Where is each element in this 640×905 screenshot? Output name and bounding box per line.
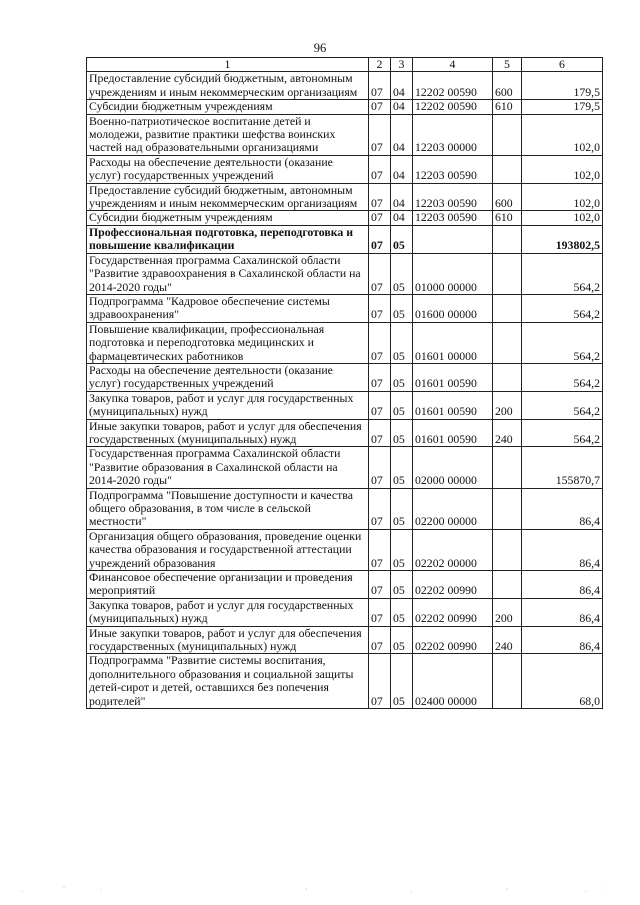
amount: 564,2 <box>522 391 603 419</box>
target-article-code: 01601 00590 <box>413 391 493 419</box>
amount: 86,4 <box>522 598 603 626</box>
item-name: Предоставление субсидий бюджетным, автономным учреждениям и иным некоммерческим организациям <box>87 72 369 100</box>
subsection-code: 05 <box>391 294 413 322</box>
table-row <box>87 253 603 294</box>
section-code: 07 <box>369 598 391 626</box>
target-article-code: 12203 00000 <box>413 114 493 155</box>
subsection-code: 04 <box>391 183 413 211</box>
column-header-3: 3 <box>391 58 413 72</box>
amount: 102,0 <box>522 183 603 211</box>
amount: 86,4 <box>522 529 603 570</box>
section-code: 07 <box>369 114 391 155</box>
section-code: 07 <box>369 419 391 447</box>
subsection-code: 05 <box>391 654 413 709</box>
target-article-code: 12203 00590 <box>413 155 493 183</box>
section-code: 07 <box>369 654 391 709</box>
target-article-code: 02202 00990 <box>413 626 493 654</box>
table-row <box>87 114 603 155</box>
item-name: Повышение квалификации, профессиональная подготовка и переподготовка медицинских и фармацевтических работников <box>87 322 369 363</box>
subsection-code: 05 <box>391 571 413 599</box>
section-code: 07 <box>369 155 391 183</box>
item-name: Расходы на обеспечение деятельности (оказание услуг) государственных учреждений <box>87 155 369 183</box>
section-code: 07 <box>369 322 391 363</box>
expense-type-code: 600 <box>493 183 522 211</box>
subsection-code: 04 <box>391 72 413 100</box>
expense-type-code <box>493 488 522 529</box>
expense-type-code <box>493 294 522 322</box>
amount: 564,2 <box>522 322 603 363</box>
target-article-code: 01601 00590 <box>413 419 493 447</box>
target-article-code: 12203 00590 <box>413 183 493 211</box>
subsection-code: 05 <box>391 626 413 654</box>
table-row <box>87 598 603 626</box>
expense-type-code <box>493 529 522 570</box>
item-name: Государственная программа Сахалинской области "Развитие образования в Сахалинской области на 2014-2020 годы" <box>87 447 369 488</box>
table-row <box>87 211 603 225</box>
target-article-code: 12203 00590 <box>413 211 493 225</box>
table-row <box>87 447 603 488</box>
expense-type-code <box>493 253 522 294</box>
subsection-code: 05 <box>391 598 413 626</box>
section-code: 07 <box>369 72 391 100</box>
item-name: Финансовое обеспечение организации и проведения мероприятий <box>87 571 369 599</box>
expense-type-code <box>493 654 522 709</box>
table-row <box>87 488 603 529</box>
amount: 86,4 <box>522 571 603 599</box>
target-article-code: 01601 00000 <box>413 322 493 363</box>
subsection-code: 05 <box>391 391 413 419</box>
item-name: Расходы на обеспечение деятельности (оказание услуг) государственных учреждений <box>87 363 369 391</box>
expense-type-code: 600 <box>493 72 522 100</box>
expense-type-code: 240 <box>493 626 522 654</box>
table-header-row <box>87 58 603 72</box>
target-article-code: 01601 00590 <box>413 363 493 391</box>
expense-type-code: 200 <box>493 391 522 419</box>
table-row <box>87 155 603 183</box>
table-row <box>87 322 603 363</box>
amount: 86,4 <box>522 626 603 654</box>
section-code: 07 <box>369 253 391 294</box>
amount: 193802,5 <box>522 225 603 253</box>
item-name: Закупка товаров, работ и услуг для государственных (муниципальных) нужд <box>87 598 369 626</box>
table-row <box>87 571 603 599</box>
amount: 86,4 <box>522 488 603 529</box>
table-row <box>87 391 603 419</box>
section-code: 07 <box>369 100 391 114</box>
amount: 102,0 <box>522 114 603 155</box>
expense-type-code <box>493 571 522 599</box>
section-code: 07 <box>369 529 391 570</box>
item-name: Организация общего образования, проведение оценки качества образования и государственной аттестации учреждений образования <box>87 529 369 570</box>
expense-type-code: 610 <box>493 211 522 225</box>
table-row <box>87 225 603 253</box>
page-number: 96 <box>313 41 327 55</box>
section-code: 07 <box>369 183 391 211</box>
item-name: Субсидии бюджетным учреждениям <box>87 211 369 225</box>
subsection-code: 04 <box>391 155 413 183</box>
item-name: Военно-патриотическое воспитание детей и молодежи, развитие практики шефства воинских частей над образовательными организациями <box>87 114 369 155</box>
expense-type-code <box>493 114 522 155</box>
section-code: 07 <box>369 571 391 599</box>
item-name: Подпрограмма "Повышение доступности и качества общего образования, в том числе в сельской местности" <box>87 488 369 529</box>
subsection-code: 04 <box>391 100 413 114</box>
item-name: Иные закупки товаров, работ и услуг для обеспечения государственных (муниципальных) нужд <box>87 626 369 654</box>
budget-table-body <box>87 58 603 709</box>
target-article-code: 12202 00590 <box>413 72 493 100</box>
target-article-code: 01600 00000 <box>413 294 493 322</box>
subsection-code: 05 <box>391 488 413 529</box>
item-name: Профессиональная подготовка, переподготовка и повышение квалификации <box>87 225 369 253</box>
section-code: 07 <box>369 447 391 488</box>
item-name: Субсидии бюджетным учреждениям <box>87 100 369 114</box>
section-code: 07 <box>369 488 391 529</box>
item-name: Предоставление субсидий бюджетным, автономным учреждениям и иным некоммерческим организациям <box>87 183 369 211</box>
section-code: 07 <box>369 626 391 654</box>
expense-type-code: 240 <box>493 419 522 447</box>
subsection-code: 04 <box>391 114 413 155</box>
subsection-code: 05 <box>391 225 413 253</box>
table-row <box>87 363 603 391</box>
section-code: 07 <box>369 211 391 225</box>
subsection-code: 05 <box>391 363 413 391</box>
table-row <box>87 294 603 322</box>
section-code: 07 <box>369 391 391 419</box>
column-header-2: 2 <box>369 58 391 72</box>
amount: 564,2 <box>522 363 603 391</box>
table-row <box>87 72 603 100</box>
column-header-4: 4 <box>413 58 493 72</box>
target-article-code: 02202 00000 <box>413 529 493 570</box>
subsection-code: 04 <box>391 211 413 225</box>
target-article-code: 02202 00990 <box>413 571 493 599</box>
amount: 564,2 <box>522 253 603 294</box>
budget-table <box>86 57 603 709</box>
item-name: Подпрограмма "Кадровое обеспечение системы здравоохранения" <box>87 294 369 322</box>
target-article-code: 02000 00000 <box>413 447 493 488</box>
expense-type-code <box>493 363 522 391</box>
scan-noise <box>0 880 640 900</box>
target-article-code <box>413 225 493 253</box>
table-row <box>87 100 603 114</box>
amount: 68,0 <box>522 654 603 709</box>
section-code: 07 <box>369 294 391 322</box>
subsection-code: 05 <box>391 253 413 294</box>
item-name: Закупка товаров, работ и услуг для государственных (муниципальных) нужд <box>87 391 369 419</box>
subsection-code: 05 <box>391 447 413 488</box>
amount: 102,0 <box>522 211 603 225</box>
table-row <box>87 654 603 709</box>
subsection-code: 05 <box>391 529 413 570</box>
column-header-5: 5 <box>493 58 522 72</box>
table-row <box>87 529 603 570</box>
item-name: Подпрограмма "Развитие системы воспитания, дополнительного образования и социальной защиты детей-сирот и детей, оставшихся без попечения родителей" <box>87 654 369 709</box>
target-article-code: 02400 00000 <box>413 654 493 709</box>
target-article-code: 02202 00990 <box>413 598 493 626</box>
amount: 564,2 <box>522 294 603 322</box>
target-article-code: 01000 00000 <box>413 253 493 294</box>
subsection-code: 05 <box>391 322 413 363</box>
table-row <box>87 419 603 447</box>
section-code: 07 <box>369 363 391 391</box>
table-row <box>87 183 603 211</box>
amount: 155870,7 <box>522 447 603 488</box>
amount: 102,0 <box>522 155 603 183</box>
item-name: Иные закупки товаров, работ и услуг для обеспечения государственных (муниципальных) нужд <box>87 419 369 447</box>
target-article-code: 12202 00590 <box>413 100 493 114</box>
expense-type-code <box>493 322 522 363</box>
amount: 179,5 <box>522 100 603 114</box>
expense-type-code <box>493 447 522 488</box>
section-code: 07 <box>369 225 391 253</box>
expense-type-code <box>493 155 522 183</box>
amount: 564,2 <box>522 419 603 447</box>
table-row <box>87 626 603 654</box>
target-article-code: 02200 00000 <box>413 488 493 529</box>
column-header-6: 6 <box>522 58 603 72</box>
expense-type-code: 200 <box>493 598 522 626</box>
subsection-code: 05 <box>391 419 413 447</box>
amount: 179,5 <box>522 72 603 100</box>
expense-type-code: 610 <box>493 100 522 114</box>
item-name: Государственная программа Сахалинской области "Развитие здравоохранения в Сахалинской области на 2014-2020 годы" <box>87 253 369 294</box>
column-header-1: 1 <box>87 58 369 72</box>
expense-type-code <box>493 225 522 253</box>
